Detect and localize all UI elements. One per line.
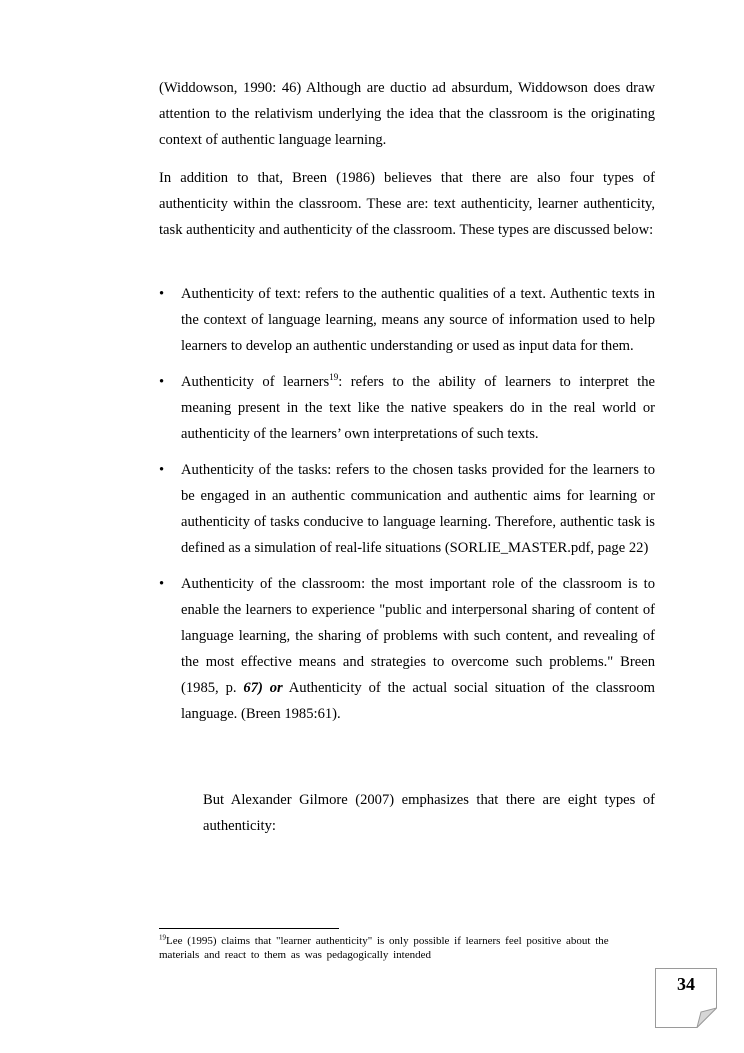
paragraph-breen-types: In addition to that, Breen (1986) believes that there are also four types of authenticity within the classroom. These are: text authenticity, learner authenticity, task authenticity and authenticity of the classroom. These types are discussed below: — [159, 170, 655, 238]
footnote-text: Lee (1995) claims that "learner authenticity" is only possible if learners feel positive about the materials and react to them as was pedagogically intended — [159, 935, 609, 961]
bullet-text: Authenticity of the tasks: refers to the chosen tasks provided for the learners to be engaged in an authentic communication and authentic aims for learning or authenticity of tasks conducive to language learning. Therefore, authentic task is defined as a simulation of real-life situations (SORLIE_MASTER.pdf, page 22) — [181, 462, 655, 556]
list-item-task-authenticity — [159, 457, 655, 561]
bullet-text: Authenticity of text: refers to the authentic qualities of a text. Authentic texts in the context of language learning, means any source of information used to help learners to develop an authentic understanding or used as input data for them. — [181, 286, 655, 354]
list-item-text-authenticity — [159, 281, 655, 359]
bullet-text-rest: : refers to the ability of learners to interpret the meaning present in the text like the native speakers do in the real world or authenticity of the learners’ own interpretations of such texts. — [181, 374, 656, 442]
footnote — [159, 934, 639, 962]
paragraph-gilmore: But Alexander Gilmore (2007) emphasizes that there are eight types of authenticity: — [203, 792, 655, 834]
bullet-text-start: Authenticity of learners — [181, 374, 330, 390]
bullet-icon: • — [159, 462, 165, 478]
authenticity-types-list — [159, 281, 655, 737]
bullet-icon: • — [159, 286, 165, 302]
footnote-divider — [159, 928, 339, 929]
bullet-icon: • — [159, 576, 165, 592]
bullet-text-rest: Authenticity of the actual social situation of the classroom language. (Breen 1985:61). — [181, 680, 655, 722]
page-number: 34 — [677, 974, 695, 994]
page-number-box — [655, 968, 717, 1028]
bullet-icon: • — [159, 374, 165, 390]
footnote-reference[interactable]: 19 — [329, 372, 339, 383]
paragraph-widdowson: (Widdowson, 1990: 46) Although are ductio ad absurdum, Widdowson does draw attention to the relativism underlying the idea that the classroom is the originating context of authentic language learning. — [159, 80, 655, 148]
footnote-number: 19 — [159, 933, 166, 942]
list-item-learner-authenticity — [159, 369, 655, 447]
list-item-classroom-authenticity — [159, 571, 655, 727]
bullet-text-emphasis: 67) or — [243, 680, 283, 696]
bullet-text-start: Authenticity of the classroom: the most important role of the classroom is to enable the learners to experience "public and interpersonal sharing of content of language learning, the sharing of problems with such content, and revealing of the most effective means and strategies to overcome such problems." Breen (1985, p. — [181, 576, 655, 696]
